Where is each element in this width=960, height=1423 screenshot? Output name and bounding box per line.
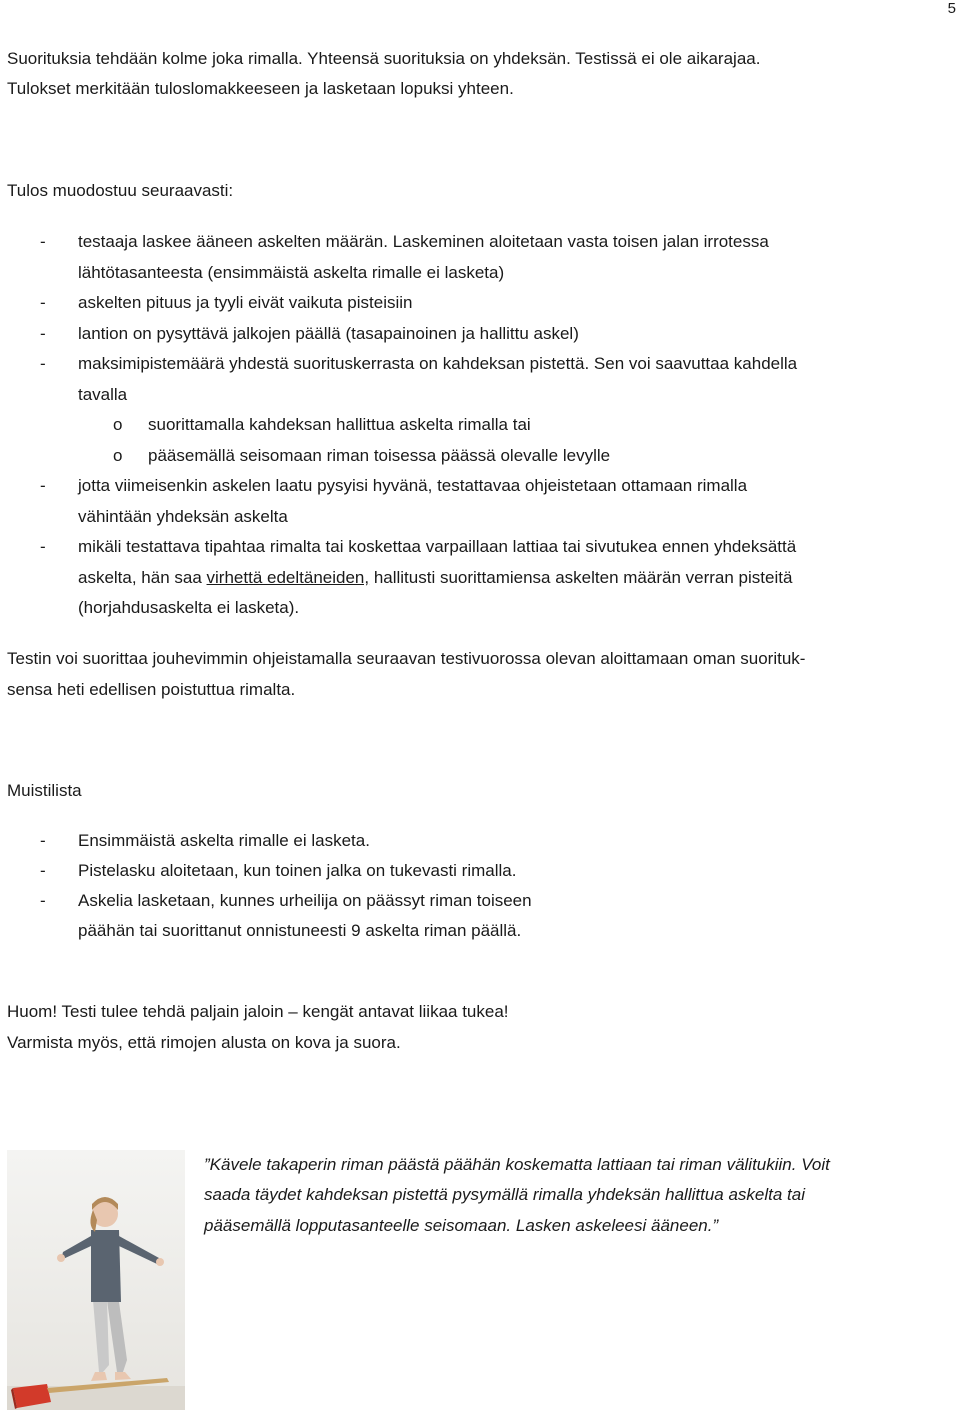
list-dash: - [40,861,46,880]
intro-line-2: Tulokset merkitään tuloslomakkeeseen ja lasketaan lopuksi yhteen. [7,79,514,98]
result-item-6-line-1: mikäli testattava tipahtaa rimalta tai koskettaa varpaillaan lattiaa tai sivutukea ennen yhdeksättä [78,537,797,556]
quote-line-2: saada täydet kahdeksan pistettä pysymällä rimalla yhdeksän hallittua askelta tai [204,1185,806,1204]
note-line-1: Huom! Testi tulee tehdä paljain jaloin – kengät antavat liikaa tukea! [7,1002,509,1021]
child-walking-on-beam-illustration [7,1150,185,1410]
result-item-5-line-2: vähintään yhdeksän askelta [78,507,288,526]
list-dash: - [40,232,46,251]
checklist-item-1: Ensimmäistä askelta rimalle ei lasketa. [78,831,370,850]
result-item-6-post: hallitusti suorittamiensa askelten määrän verran pisteitä [369,568,793,587]
result-item-6-underlined: virhettä edeltäneiden, [206,568,370,587]
result-item-2: askelten pituus ja tyyli eivät vaikuta pisteisiin [78,293,413,312]
result-item-6-line-2 [78,567,792,589]
paragraph-2-line-1: Testin voi suorittaa jouhevimmin ohjeistamalla seuraavan testivuorossa olevan aloittamaan oman suorituk- [7,649,806,668]
checklist-item-3-line-1: Askelia lasketaan, kunnes urheilija on päässyt riman toiseen [78,891,532,910]
result-item-6-line-3: (horjahdusaskelta ei lasketa). [78,598,300,617]
result-sub-item-1: suorittamalla kahdeksan hallittua askelta rimalla tai [148,415,531,434]
checklist-item-3-line-2: päähän tai suorittanut onnistuneesti 9 askelta riman päällä. [78,921,522,940]
note-line-2: Varmista myös, että rimojen alusta on kova ja suora. [7,1033,401,1052]
list-dash: - [40,831,46,850]
checklist-item-2: Pistelasku aloitetaan, kun toinen jalka on tukevasti rimalla. [78,861,517,880]
result-heading: Tulos muodostuu seuraavasti: [7,181,234,200]
paragraph-2-line-2: sensa heti edellisen poistuttua rimalta. [7,680,296,699]
result-item-3: lantion on pysyttävä jalkojen päällä (tasapainoinen ja hallittu askel) [78,324,579,343]
result-item-1-line-2: lähtötasanteesta (ensimmäistä askelta rimalle ei lasketa) [78,263,505,282]
sub-bullet: o [113,446,123,465]
list-dash: - [40,293,46,312]
list-dash: - [40,476,46,495]
result-item-5-line-1: jotta viimeisenkin askelen laatu pysyisi hyvänä, testattavaa ohjeistetaan ottamaan rimalla [78,476,748,495]
list-dash: - [40,324,46,343]
result-item-4-line-1: maksimipistemäärä yhdestä suorituskerrasta on kahdeksan pistettä. Sen voi saavuttaa kahdella [78,354,798,373]
result-item-6-pre: askelta, hän saa [78,568,207,587]
sub-bullet: o [113,415,123,434]
list-dash: - [40,354,46,373]
list-dash: - [40,537,46,556]
result-item-1-line-1: testaaja laskee ääneen askelten määrän. Laskeminen aloitetaan vasta toisen jalan irrotessa [78,232,769,251]
result-item-4-line-2: tavalla [78,385,128,404]
quote-line-1: ”Kävele takaperin riman päästä päähän koskematta lattiaan tai riman välitukiin. Voit [204,1155,830,1174]
checklist-heading: Muistilista [7,781,82,800]
result-sub-item-2: pääsemällä seisomaan riman toisessa päässä olevalle levylle [148,446,611,465]
quote-line-3: pääsemällä lopputasanteelle seisomaan. Lasken askeleesi ääneen.” [204,1216,719,1235]
page-number: 5 [947,0,956,17]
list-dash: - [40,891,46,910]
intro-line-1: Suorituksia tehdään kolme joka rimalla. Yhteensä suorituksia on yhdeksän. Testissä ei ole aikarajaa. [7,49,761,68]
balance-beam-photo [7,1150,185,1410]
